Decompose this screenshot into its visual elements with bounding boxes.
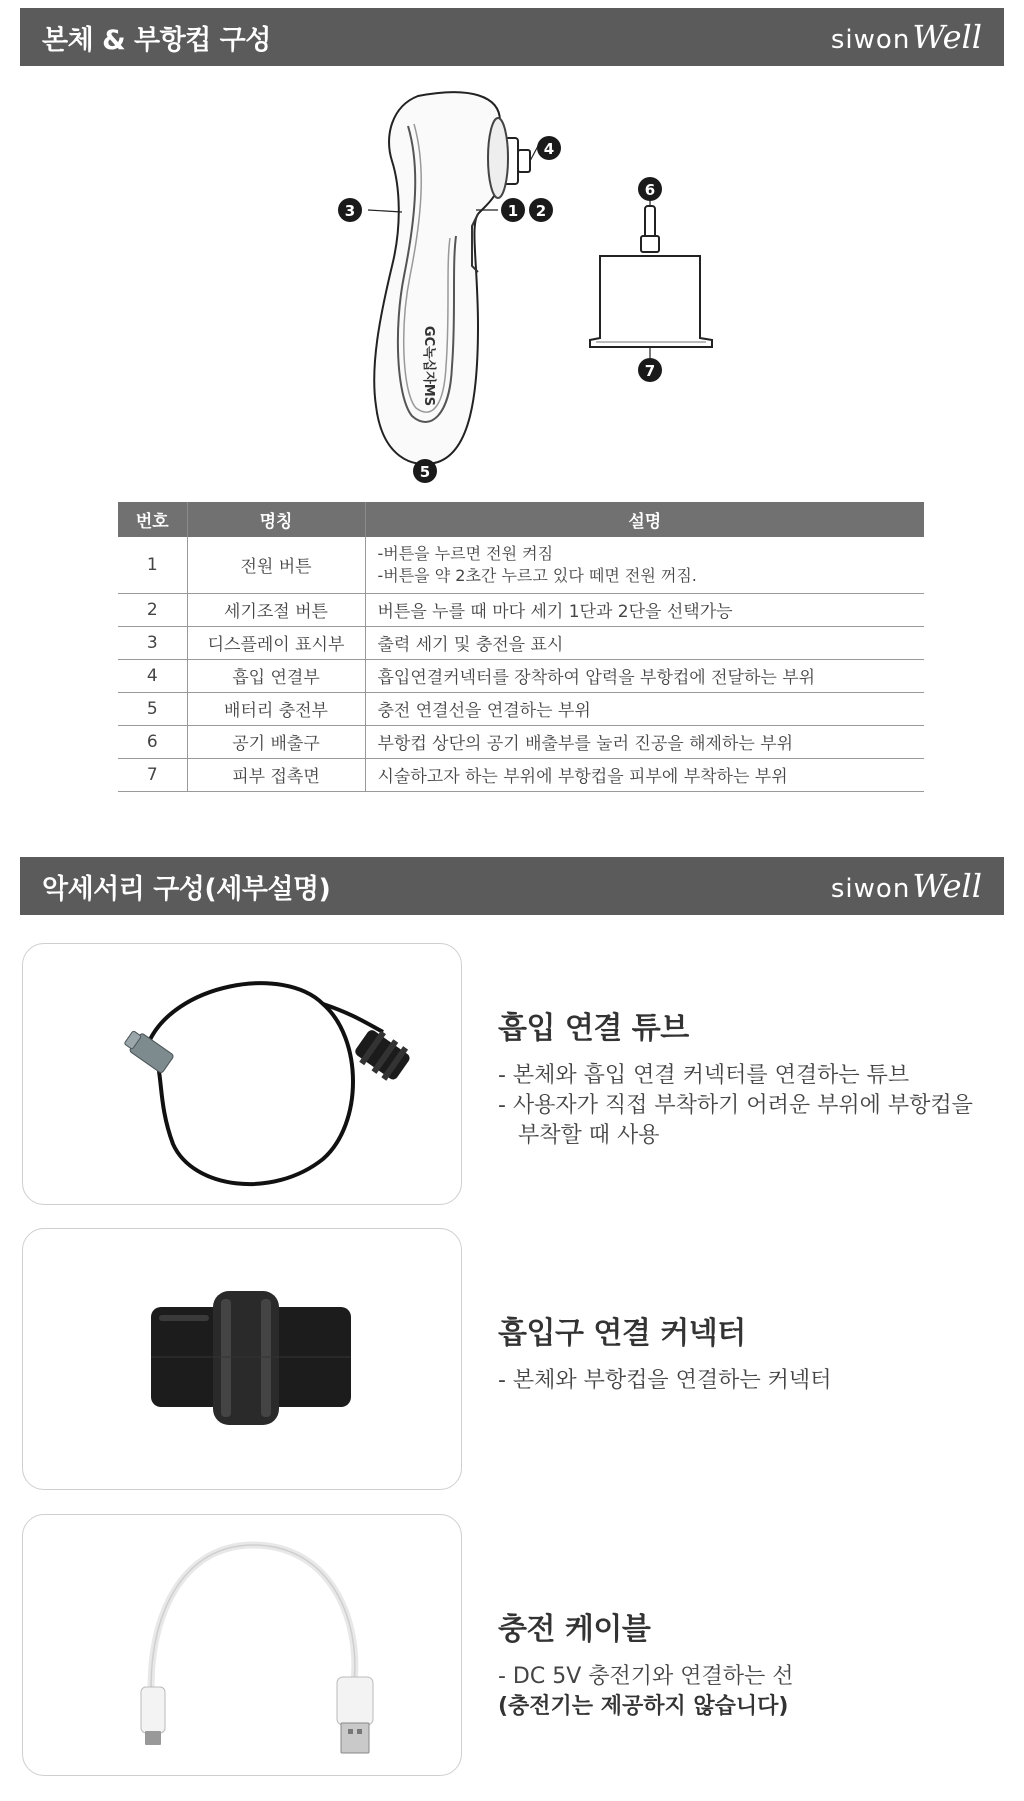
callout-2: 2 — [535, 202, 547, 220]
section-title: 본체 & 부항컵 구성 — [42, 24, 271, 56]
section-header-accessories — [20, 857, 1004, 915]
cell-desc: 버튼을 누를 때 마다 세기 1단과 2단을 선택가능 — [365, 593, 924, 626]
table-row — [118, 659, 924, 692]
cell-no: 3 — [118, 626, 187, 659]
section-header-body-cup — [20, 8, 1004, 66]
accessory-desc-line: - DC 5V 충전기와 연결하는 선 — [498, 1664, 794, 1689]
desc-line: -버튼을 누르면 전원 켜짐 — [377, 543, 554, 563]
cell-no: 7 — [118, 758, 187, 791]
cell-no: 1 — [118, 537, 187, 593]
header-no: 번호 — [118, 502, 187, 537]
callout-1: 1 — [507, 202, 519, 220]
cell-name: 전원 버튼 — [187, 537, 365, 593]
accessory-title: 흡입구 연결 커넥터 — [498, 1316, 746, 1351]
cell-name: 디스플레이 표시부 — [187, 626, 365, 659]
brand-logo-sans: siwon — [830, 25, 911, 55]
accessory-desc-line: 부착할 때 사용 — [518, 1123, 660, 1148]
cell-name: 공기 배출구 — [187, 725, 365, 758]
cell-desc: 출력 세기 및 충전을 표시 — [365, 626, 924, 659]
cell-name: 세기조절 버튼 — [187, 593, 365, 626]
tube-illustration — [23, 944, 462, 1205]
cable-illustration — [23, 1515, 462, 1776]
callout-4: 4 — [543, 140, 555, 158]
cell-name: 피부 접촉면 — [187, 758, 365, 791]
cupping-cup-illustration — [590, 206, 712, 347]
accessory-desc-line: - 사용자가 직접 부착하기 어려운 부위에 부항컵을 — [498, 1093, 973, 1118]
callout-6: 6 — [644, 181, 656, 199]
accessory-desc-line: - 본체와 부항컵을 연결하는 커넥터 — [498, 1368, 832, 1393]
table-row — [118, 593, 924, 626]
cell-no: 2 — [118, 593, 187, 626]
cell-no: 6 — [118, 725, 187, 758]
accessory-title: 흡입 연결 튜브 — [498, 1011, 689, 1046]
cell-desc: 흡입연결커넥터를 장착하여 압력을 부항컵에 전달하는 부위 — [365, 659, 924, 692]
desc-line: -버튼을 약 2초간 누르고 있다 떼면 전원 꺼짐. — [377, 565, 697, 585]
accessory-info-tube — [498, 1003, 1008, 1151]
device-diagram — [0, 66, 1024, 496]
cell-desc: 시술하고자 하는 부위에 부항컵을 피부에 부착하는 부위 — [365, 758, 924, 791]
connector-illustration — [23, 1229, 462, 1490]
brand-logo-sans: siwon — [830, 874, 911, 904]
cell-desc — [365, 537, 924, 593]
table-header-row — [118, 502, 924, 537]
callout-5: 5 — [419, 463, 431, 481]
table-row — [118, 537, 924, 593]
cell-no: 4 — [118, 659, 187, 692]
component-table — [118, 502, 924, 792]
accessory-image-cable — [22, 1514, 462, 1776]
accessory-info-connector — [498, 1308, 1008, 1396]
accessory-note: (충전기는 제공하지 않습니다) — [498, 1694, 789, 1719]
device-brand-label: GC녹십자MS — [421, 325, 436, 407]
accessory-image-tube — [22, 943, 462, 1205]
accessory-desc-line: - 본체와 흡입 연결 커넥터를 연결하는 튜브 — [498, 1063, 910, 1088]
header-name: 명칭 — [187, 502, 365, 537]
brand-logo-script: Well — [912, 867, 982, 905]
device-diagram-svg — [0, 66, 1024, 496]
cell-desc: 부항컵 상단의 공기 배출부를 눌러 진공을 해제하는 부위 — [365, 725, 924, 758]
table-row — [118, 692, 924, 725]
cell-name: 배터리 충전부 — [187, 692, 365, 725]
section-title: 악세서리 구성(세부설명) — [42, 873, 331, 905]
brand-logo — [831, 18, 982, 56]
device-body-illustration — [374, 92, 530, 464]
header-desc: 설명 — [365, 502, 924, 537]
callout-7: 7 — [644, 362, 656, 380]
cell-name: 흡입 연결부 — [187, 659, 365, 692]
cell-no: 5 — [118, 692, 187, 725]
table-row — [118, 758, 924, 791]
table-row — [118, 626, 924, 659]
cell-desc: 충전 연결선을 연결하는 부위 — [365, 692, 924, 725]
brand-logo-script: Well — [912, 18, 982, 56]
callout-3: 3 — [344, 202, 356, 220]
table-row — [118, 725, 924, 758]
accessory-image-connector — [22, 1228, 462, 1490]
brand-logo — [831, 867, 982, 905]
accessory-title: 충전 케이블 — [498, 1612, 651, 1647]
accessory-info-cable — [498, 1604, 1008, 1722]
